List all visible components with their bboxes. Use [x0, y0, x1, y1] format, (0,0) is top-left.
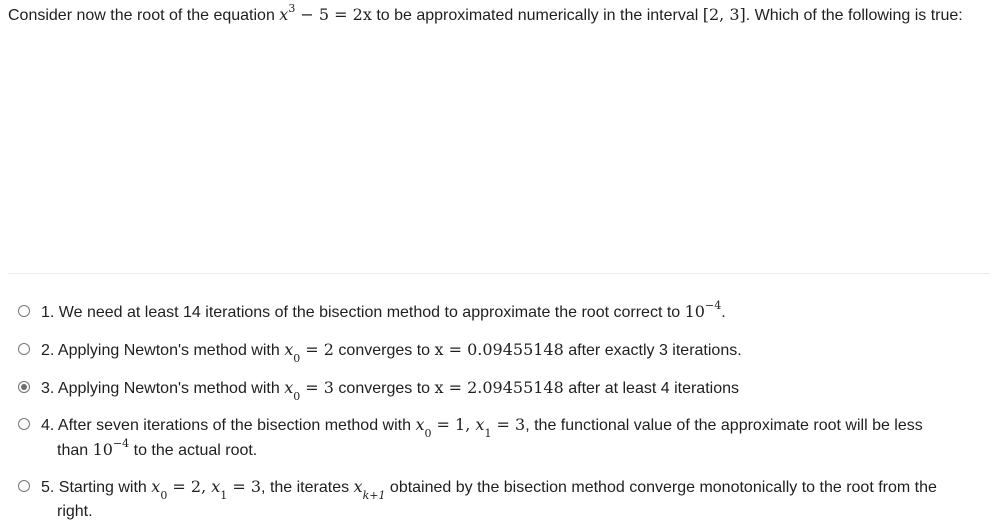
divider: [8, 273, 990, 274]
option-5-label: 5. Starting with $x_0 = 2$, $x_1 = 3$, the iterates $x_{k+1}$ obtained by the bisection method converge monotonically to the root from the right.: [41, 477, 937, 520]
radio-option-4[interactable]: [18, 418, 30, 430]
radio-option-3-selected[interactable]: [18, 381, 30, 393]
option-2-label: 2. Applying Newton's method with $x_0 = 2$ converges to x = 0.09455148 after exactly 3 iterations.: [41, 340, 742, 366]
option-3-label: 3. Applying Newton's method with $x_0 = 3$ converges to x = 2.09455148 after at least 4 iterations: [41, 378, 739, 404]
option-1-label: 1. We need at least 14 iterations of the bisection method to approximate the root correct to $10^{-4}$.: [41, 298, 726, 321]
radio-option-5[interactable]: [18, 480, 30, 492]
radio-option-1[interactable]: [18, 305, 30, 317]
radio-option-2[interactable]: [18, 343, 30, 355]
question-text: Consider now the root of the equation $x^3 - 5 = 2x$ to be approximated numerically in the interval [2, 3]. Which of the following is true:: [8, 1, 963, 24]
option-4-label: 4. After seven iterations of the bisection method with $x_0 = 1$, $x_1 = 3$, the functional value of the approximate root will be less than $10^{-4}$ to the actual root.: [41, 415, 923, 459]
